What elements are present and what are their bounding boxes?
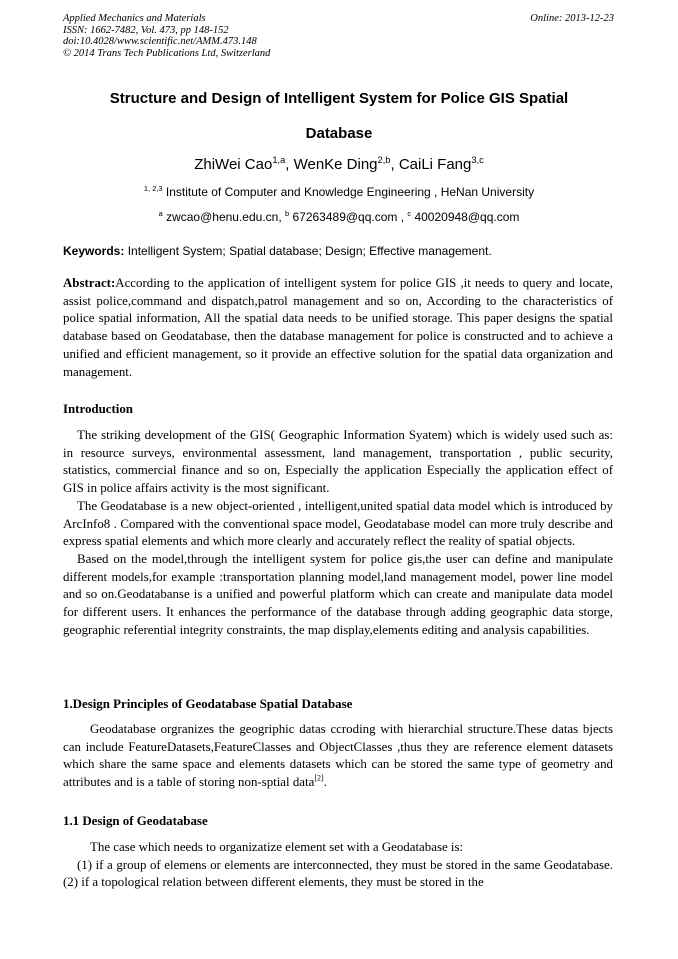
author-sup: 1,a [272, 155, 286, 165]
keywords-text: Intelligent System; Spatial database; Design; Effective management. [124, 244, 492, 258]
keywords [63, 244, 492, 258]
paper-title-line-2: Database [305, 125, 373, 142]
issn-line: ISSN: 1662-7482, Vol. 473, pp 148-152 [63, 24, 229, 36]
email-link[interactable]: zwcao@henu.edu.cn, [162, 210, 285, 224]
email-list [40, 210, 638, 224]
section-heading-1: 1.Design Principles of Geodatabase Spatial Database [63, 697, 353, 711]
online-date: Online: 2013-12-23 [530, 13, 614, 24]
author-name: ZhiWei Cao [194, 156, 273, 173]
journal-header [63, 13, 270, 59]
paragraph-text: Geodatabase orgranizes the geogriphic datas ccroding with hierarchial structure.These datas bjects can include FeatureDatasets,FeatureClasses and ObjectClasses ,thus they are reference element datasets which share the same space and elements datasets which can be stored the same type of geometry and attributes and is a table of storing non-sptial data [63, 722, 613, 790]
affiliation-sup: 1, 2,3 [143, 184, 163, 193]
paragraph [63, 721, 613, 792]
section-1-body [63, 721, 613, 792]
abstract [63, 275, 613, 381]
abstract-text: According to the application of intelligent system for police GIS ,it needs to query and locate, assist police,command and dispatch,patrol management and so on, According to the characteristics of police spatial information, All the spatial data needs to be unified storage. This paper designs the spatial database based on Geodatabase, then the database management for police is constructed and to achieve a unified and efficient management, so it provide an effective solution for the spatial data organization and management. [63, 276, 613, 379]
copyright-line: © 2014 Trans Tech Publications Ltd, Switzerland [63, 47, 271, 59]
paragraph: Based on the model,through the intelligent system for police gis,the user can define and manipulate different models,for example :transportation planning model,land management model, power line model and so on.Geodatabanse is a unified and powerful platform which can create and manipulate data model for different users. It enhances the performance of the database through adding geographic data storge, geographic referential integrity constraints, the map display,elements editing and analysis capabilities. [63, 551, 613, 637]
email-link[interactable]: 40020948@qq.com [411, 210, 520, 224]
abstract-label: Abstract: [63, 276, 116, 290]
introduction-body [63, 427, 613, 639]
email-sup: c [407, 209, 412, 218]
paragraph: The striking development of the GIS( Geographic Information Syatem) which is widely used such as: in resource surveys, environmental assessment, land management, transportation , public security, statistics, commercial finance and so on, Especially the application Especially the application effect of GIS in police affairs activity is the most significant. [63, 428, 613, 496]
section-heading-introduction: Introduction [63, 402, 133, 416]
paragraph: The Geodatabase is a new object-oriented , intelligent,united spatial data model which is introduced by ArcInfo8 . Compared with the conventional space model, Geodatabase model can more truly describe and express spatial elements and which more clearly and accurately reflect the reality of spatial objects. [63, 498, 613, 549]
paragraph-end: . [323, 775, 327, 790]
email-sup: b [285, 209, 290, 218]
section-heading-1-1: 1.1 Design of Geodatabase [63, 814, 208, 828]
paragraph: The case which needs to organizatize element set with a Geodatabase is: [90, 840, 464, 854]
section-1-1-body [63, 839, 613, 892]
paragraph: (1) if a group of elemens or elements are interconnected, they must be stored in the same Geodatabase.(2) if a topological relation between different elements, they must be stored in the [63, 857, 613, 890]
author-sup: 3,c [471, 155, 484, 165]
email-link[interactable]: 67263489@qq.com , [289, 210, 408, 224]
journal-name: Applied Mechanics and Materials [63, 13, 206, 24]
author-name: CaiLi Fang [398, 156, 472, 173]
doi-line: doi:10.4028/www.scientific.net/AMM.473.148 [63, 36, 257, 47]
author-list: ZhiWei Cao$^{1,a}$, WenKe Ding$^{2,b}$, CaiLi Fang$^{3,c}$ [194, 155, 484, 173]
author-sup: 2,b [377, 155, 391, 165]
affiliation-text: Institute of Computer and Knowledge Engineering , HeNan University [162, 185, 535, 199]
author-name: WenKe Ding [293, 156, 378, 173]
keywords-label: Keywords: [63, 244, 125, 258]
affiliation [40, 185, 638, 199]
citation-ref[interactable]: [2] [314, 773, 324, 783]
email-sup: a [158, 209, 163, 218]
paper-title-line-1: Structure and Design of Intelligent System for Police GIS Spatial [109, 90, 569, 107]
